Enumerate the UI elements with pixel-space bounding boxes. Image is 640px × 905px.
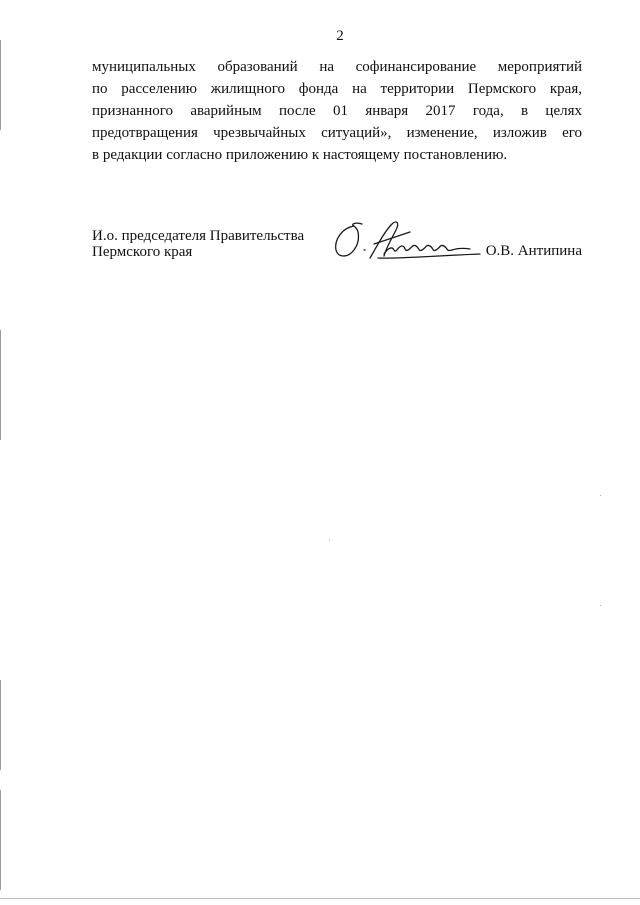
page-number: 2 [336, 28, 344, 44]
scan-edge-mark [0, 330, 1, 440]
signer-title-line: Пермского края [92, 244, 193, 260]
handwritten-signature [330, 218, 490, 264]
body-paragraph [92, 56, 582, 166]
scan-bottom-edge [0, 898, 640, 899]
body-line: в редакции согласно приложению к настоящему постановлению. [92, 147, 508, 163]
scan-edge-mark [0, 790, 1, 890]
body-line: признанного аварийным после 01 января 2017 года, в целях [92, 103, 582, 119]
body-line: муниципальных образований на софинансирование мероприятий [92, 59, 582, 75]
scan-edge-mark [0, 680, 1, 770]
signer-title [92, 228, 304, 260]
scan-speck [600, 495, 601, 496]
body-line: предотвращения чрезвычайных ситуаций», изменение, изложив его [92, 125, 582, 141]
signature-block [92, 228, 582, 268]
scan-speck [600, 605, 601, 606]
signer-name: О.В. Антипина [485, 243, 582, 259]
signer-title-line: И.о. председателя Правительства [92, 228, 305, 244]
scan-speck [329, 540, 330, 541]
body-line: по расселению жилищного фонда на территории Пермского края, [92, 81, 582, 97]
scan-edge-mark [0, 40, 1, 130]
